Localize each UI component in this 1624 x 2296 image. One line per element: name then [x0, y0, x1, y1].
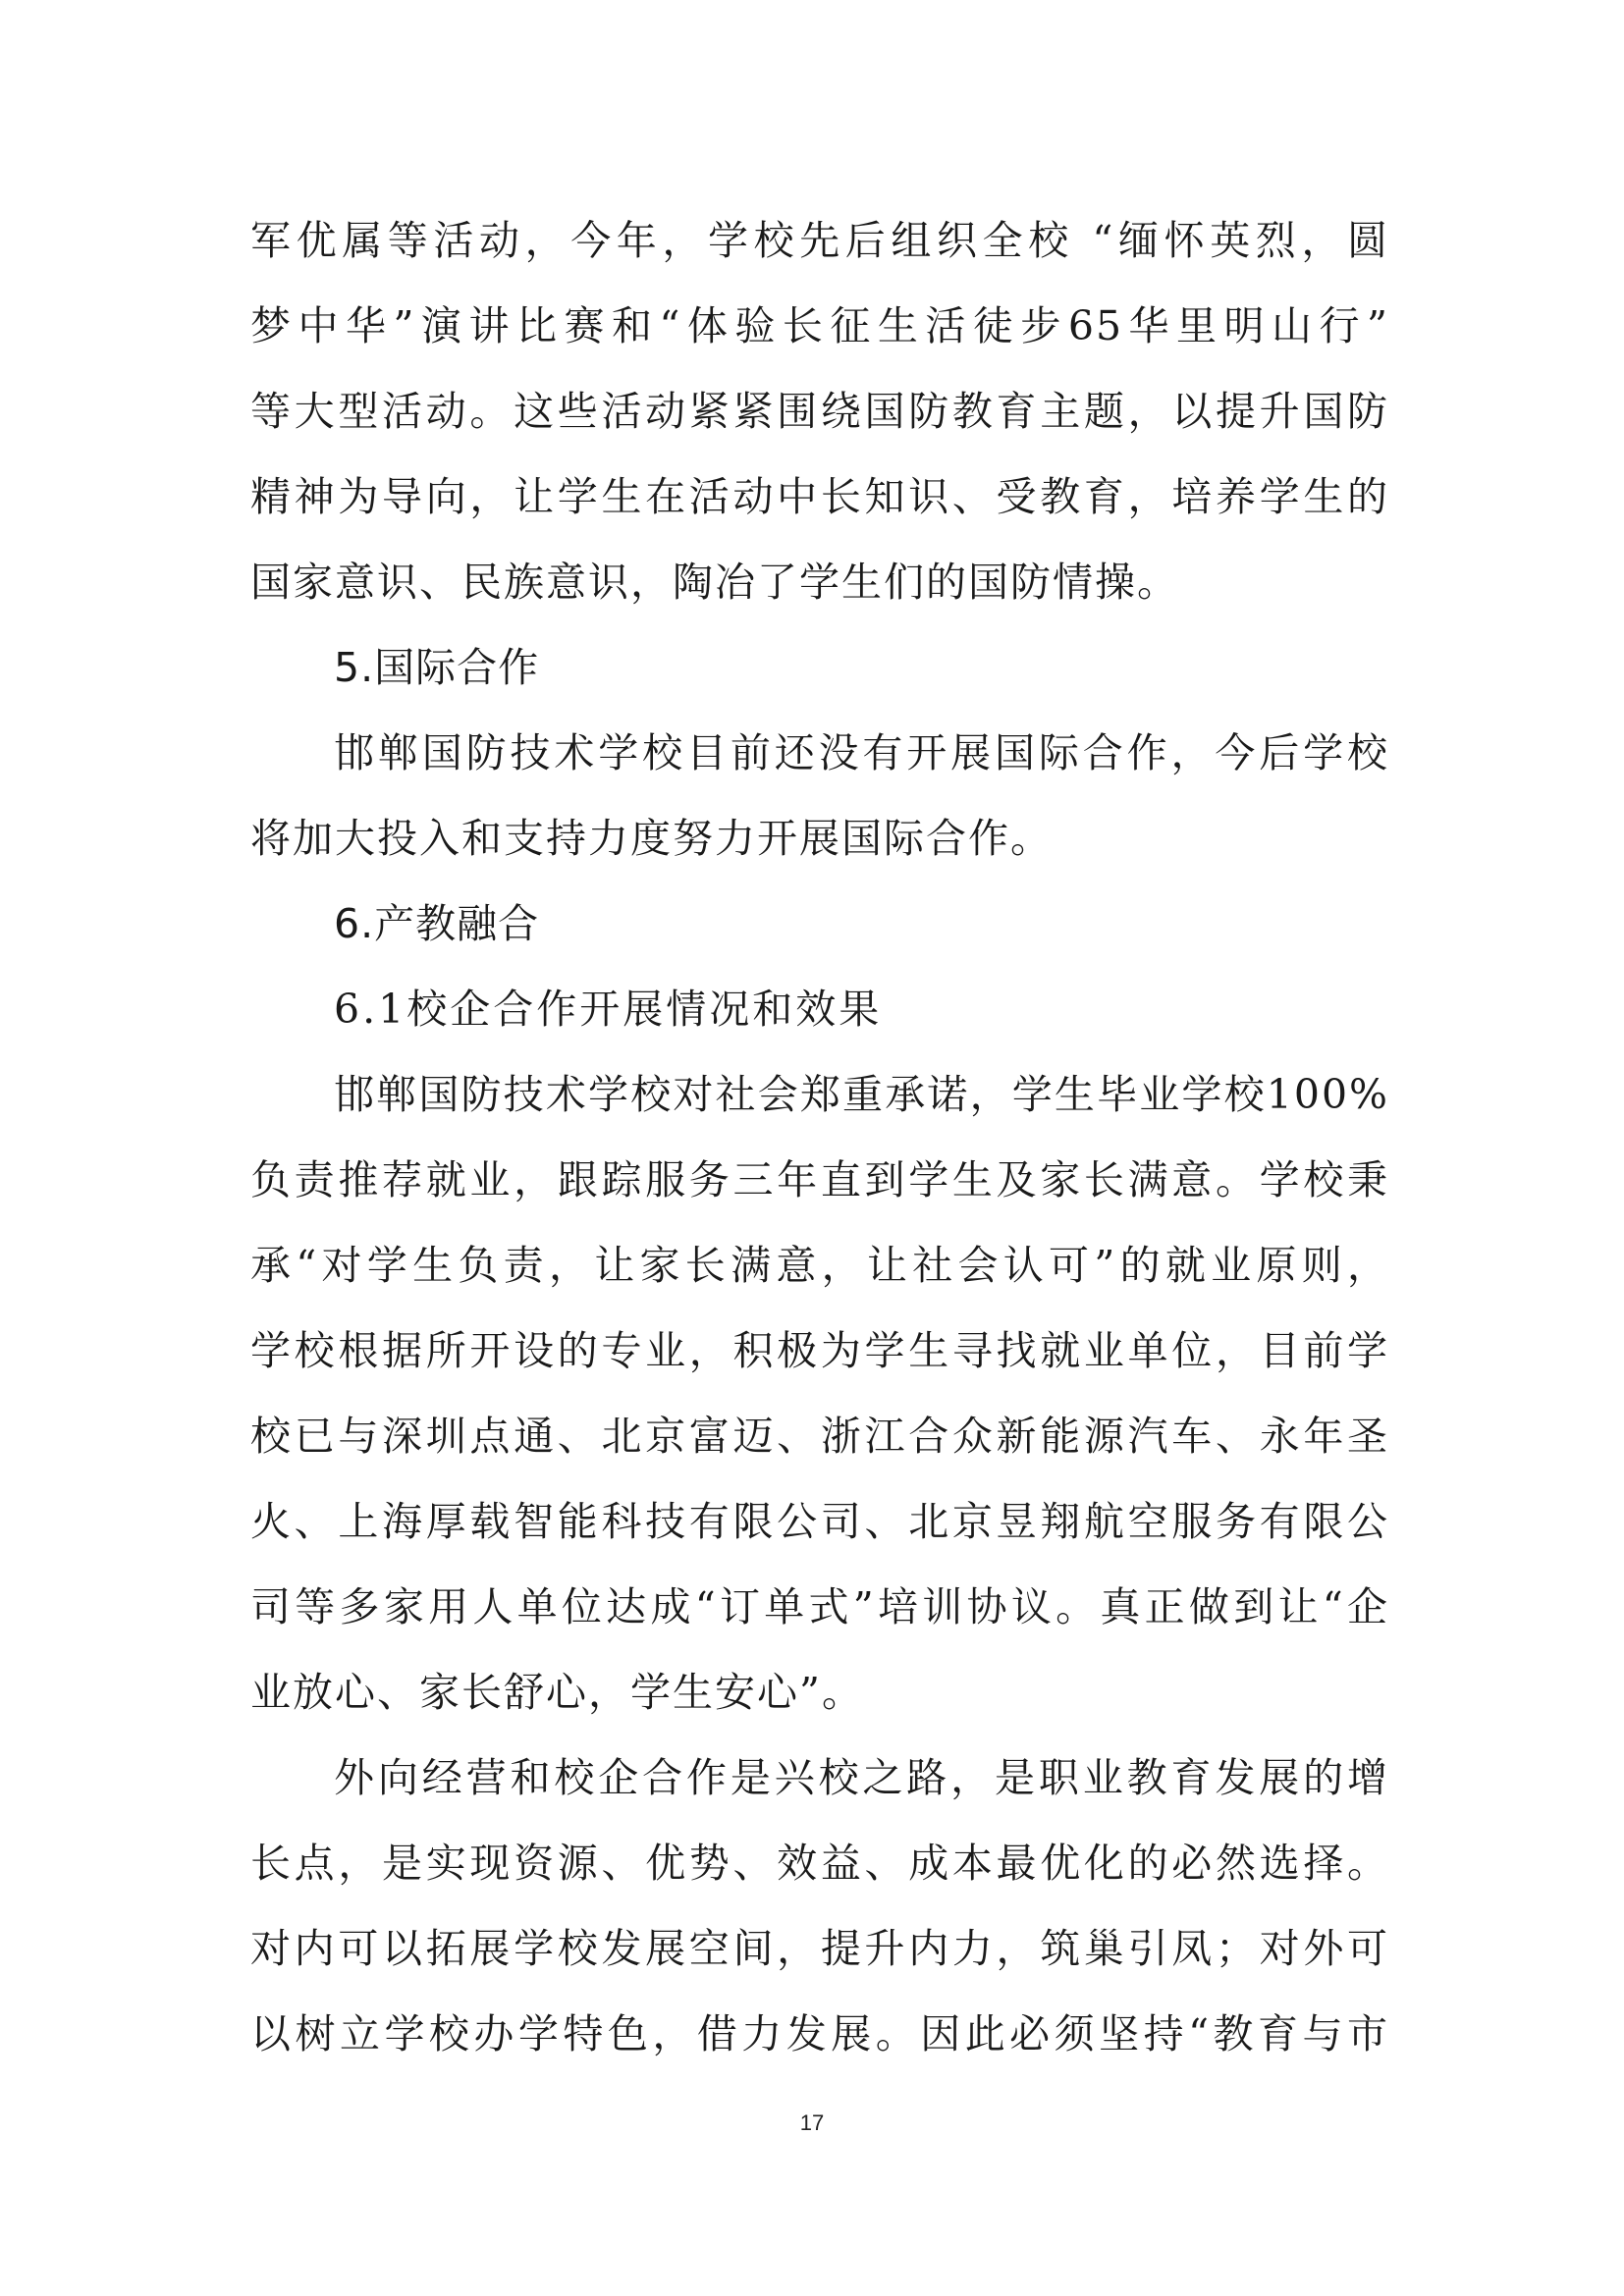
section-heading-international-cooperation: 5.国际合作 — [334, 644, 540, 691]
body-text-line: 以树立学校办学特色，借力发展。因此必须坚持“教育与市 — [250, 2010, 1389, 2057]
body-text-line: 业放心、家长舒心，学生安心”。 — [250, 1669, 864, 1716]
body-text-line: 学校根据所开设的专业，积极为学生寻找就业单位，目前学 — [250, 1327, 1389, 1374]
subsection-heading-school-enterprise: 6.1校企合作开展情况和效果 — [334, 986, 883, 1033]
paragraph-first-line: 邯郸国防技术学校对社会郑重承诺，学生毕业学校100% — [334, 1071, 1389, 1118]
body-text-line: 火、上海厚载智能科技有限公司、北京昱翔航空服务有限公 — [250, 1498, 1389, 1545]
body-text-line: 国家意识、民族意识，陶冶了学生们的国防情操。 — [250, 559, 1179, 606]
section-heading-industry-education: 6.产教融合 — [334, 900, 540, 947]
body-text-line: 对内可以拓展学校发展空间，提升内力，筑巢引凤；对外可 — [250, 1925, 1389, 1972]
paragraph-first-line: 邯郸国防技术学校目前还没有开展国际合作，今后学校 — [334, 729, 1389, 776]
body-text-line: 精神为导向，让学生在活动中长知识、受教育，培养学生的 — [250, 473, 1389, 520]
body-text-line: 军优属等活动，今年，学校先后组织全校 “缅怀英烈，圆 — [250, 217, 1389, 264]
body-text-line: 负责推荐就业，跟踪服务三年直到学生及家长满意。学校秉 — [250, 1156, 1389, 1203]
body-text-line: 等大型活动。这些活动紧紧围绕国防教育主题，以提升国防 — [250, 388, 1389, 435]
paragraph-first-line: 外向经营和校企合作是兴校之路，是职业教育发展的增 — [334, 1754, 1389, 1801]
body-text-line: 梦中华”演讲比赛和“体验长征生活徒步65华里明山行” — [250, 302, 1389, 349]
body-text-line: 校已与深圳点通、北京富迈、浙江合众新能源汽车、永年圣 — [250, 1413, 1389, 1460]
body-text-line: 将加大投入和支持力度努力开展国际合作。 — [250, 815, 1053, 862]
body-text-line: 长点，是实现资源、优势、效益、成本最优化的必然选择。 — [250, 1840, 1389, 1887]
body-text-line: 司等多家用人单位达成“订单式”培训协议。真正做到让“企 — [250, 1583, 1389, 1630]
body-text-line: 承“对学生负责，让家长满意，让社会认可”的就业原则， — [250, 1242, 1389, 1289]
page-number: 17 — [799, 2110, 825, 2135]
